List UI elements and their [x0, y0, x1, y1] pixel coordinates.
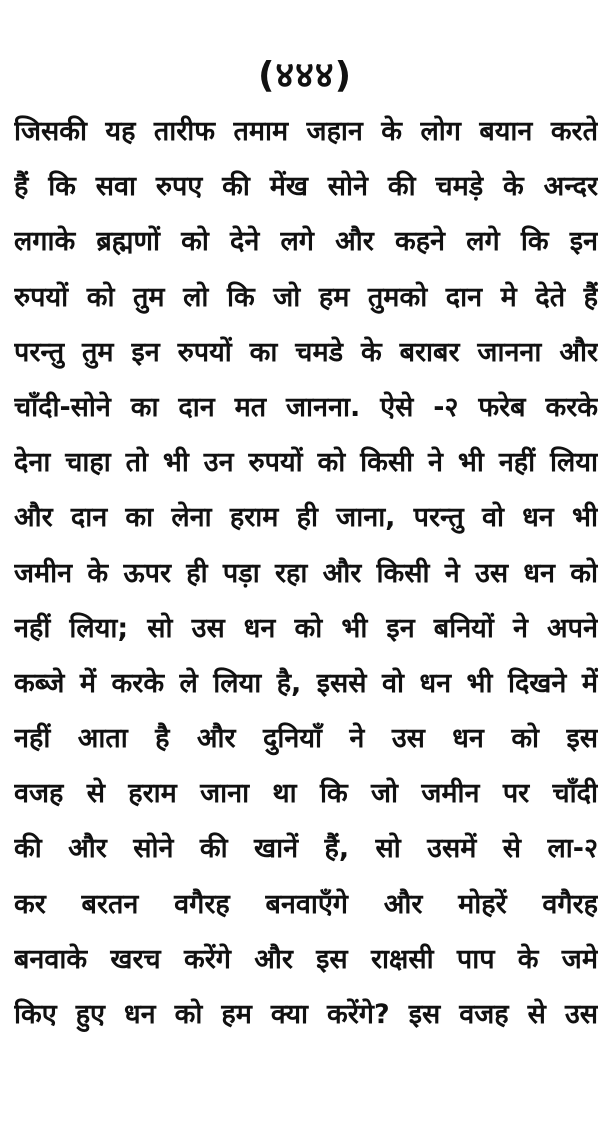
text-line: की और सोने की खानें हैं, सो उसमें से ला-२ [14, 833, 598, 865]
text-line: लगाके ब्रह्मणों को देने लगे और कहने लगे कि इन [14, 226, 598, 258]
text-line: नहीं आता है और दुनियाँ ने उस धन को इस [14, 723, 598, 755]
text-line: बनवाके खरच करेंगे और इस राक्षसी पाप के जमे [14, 943, 598, 975]
text-line: जमीन के ऊपर ही पड़ा रहा और किसी ने उस धन को [14, 557, 598, 589]
text-line: और दान का लेना हराम ही जाना, परन्तु वो धन भी [14, 502, 598, 534]
text-line: किए हुए धन को हम क्या करेंगे? इस वजह से उस [14, 999, 598, 1030]
text-line: हैं कि सवा रुपए की मेंख सोने की चमड़े के अन्दर [14, 171, 598, 203]
text-line: रुपयों को तुम लो कि जो हम तुमको दान मे देते हैं [14, 281, 598, 313]
text-line: कर बरतन वगैरह बनवाएँगे और मोहरें वगैरह [14, 888, 598, 920]
text-line: चाँदी-सोने का दान मत जानना. ऐसे -२ फरेब करके [14, 391, 598, 423]
text-line: वजह से हराम जाना था कि जो जमीन पर चाँदी [14, 778, 598, 810]
text-line: परन्तु तुम इन रुपयों का चमडे के बराबर जानना और [14, 336, 598, 368]
text-line: नहीं लिया; सो उस धन को भी इन बनियों ने अपने [14, 612, 598, 644]
text-line: देना चाहा तो भी उन रुपयों को किसी ने भी नहीं लिया [14, 447, 598, 479]
body-text [14, 104, 598, 1042]
page-number: (४४४) [257, 55, 353, 96]
text-line: कब्जे में करके ले लिया है, इससे वो धन भी दिखने में [14, 667, 598, 699]
text-line: जिसकी यह तारीफ तमाम जहान के लोग बयान करते [14, 116, 598, 147]
